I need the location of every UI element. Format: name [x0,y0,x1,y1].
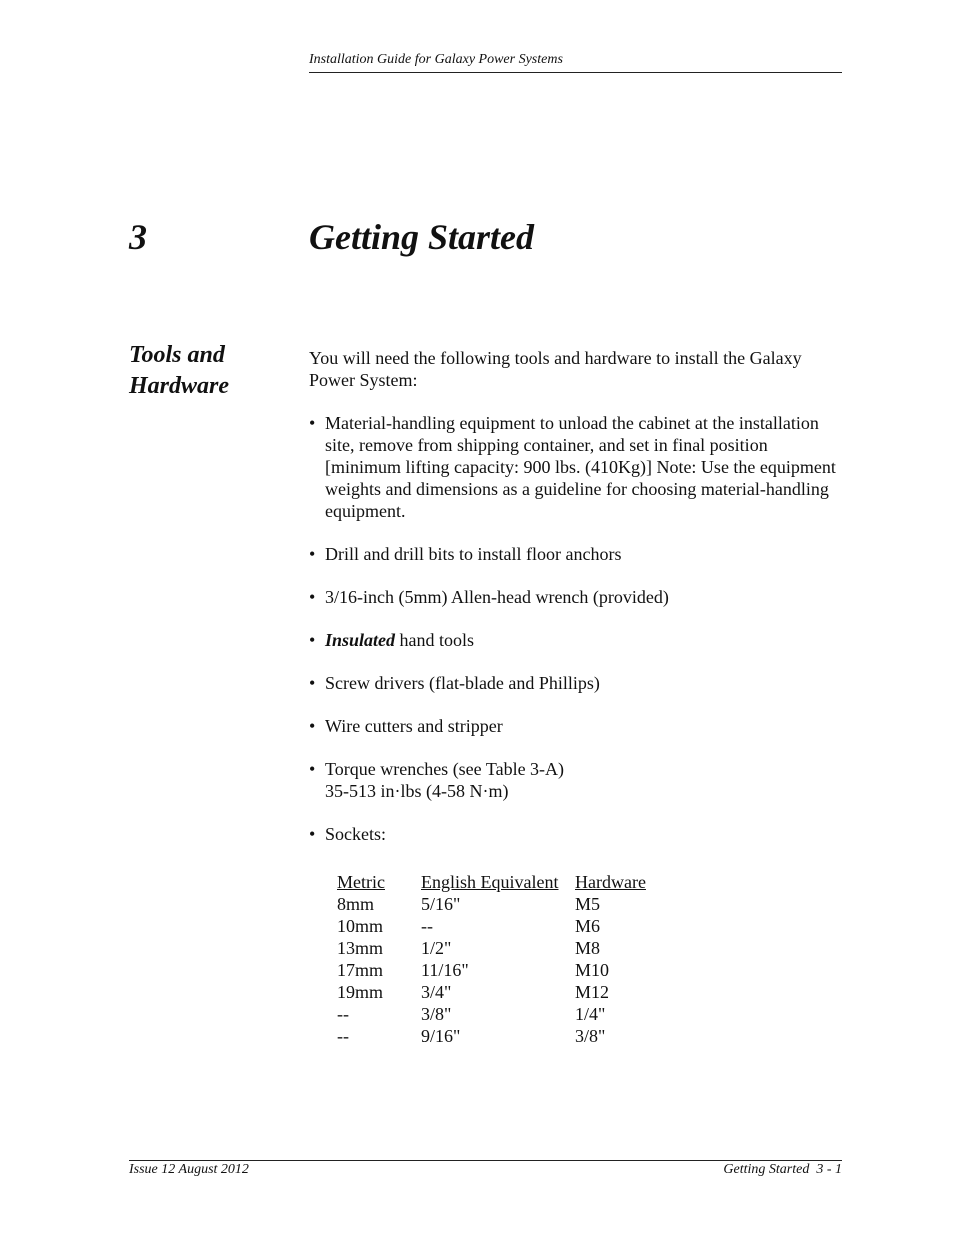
item-text: 3/16-inch (5mm) Allen-head wrench (provided) [325,587,669,607]
header-rule [309,72,842,73]
footer-rule [129,1160,842,1161]
chapter-number: 3 [129,217,147,257]
table-cell: -- [421,916,433,936]
item-text: Wire cutters and stripper [325,716,503,736]
bullet-icon: • [309,824,316,844]
item-text: Material-handling equipment to unload the cabinet at the installation site, remove from shipping container, and set in final position [minimum lifting capacity: 900 lbs. (410Kg)] Note: Use the equipment weights and dimensions as a guideline for choosing material-handling equipment. [325,413,836,521]
table-cell: M6 [575,916,601,936]
bullet-icon: • [309,630,316,650]
table-cell: M10 [575,960,610,980]
footer-issue: Issue 12 August 2012 [129,1162,249,1177]
table-row [337,1003,646,1025]
tools-list [309,412,842,866]
table-cell: 3/8" [421,1004,452,1024]
list-item [309,543,842,565]
column-header: English Equivalent [421,872,559,892]
sockets-table [337,871,646,1047]
footer-page-number: Getting Started 3 - 1 [723,1162,842,1177]
bullet-icon: • [309,716,316,736]
item-text: Torque wrenches (see Table 3-A) [325,759,565,779]
table-cell: -- [337,1004,349,1024]
item-text: hand tools [395,630,475,650]
column-header: Metric [337,872,385,892]
chapter-title: Getting Started [309,217,535,257]
table-cell: 9/16" [421,1026,461,1046]
list-item [309,758,842,802]
table-cell: 3/8" [575,1026,606,1046]
list-item [309,412,842,522]
section-heading: Tools and Hardware [129,342,230,399]
bullet-icon: • [309,759,316,779]
item-emphasis: Insulated [325,630,396,650]
table-cell: 11/16" [421,960,469,980]
intro-paragraph: You will need the following tools and hardware to install the Galaxy Power System: [309,348,802,390]
table-row [337,1025,646,1047]
table-cell: M12 [575,982,610,1002]
table-cell: 8mm [337,894,375,914]
table-cell: 19mm [337,982,384,1002]
table-cell: M5 [575,894,601,914]
list-item [309,672,842,694]
table-row [337,893,646,915]
item-text: Sockets: [325,824,386,844]
list-item [309,823,842,845]
table-cell: 1/2" [421,938,452,958]
bullet-icon: • [309,587,316,607]
table-row [337,959,646,981]
table-cell: 10mm [337,916,384,936]
bullet-icon: • [309,413,316,433]
list-item [309,715,842,737]
list-item [309,629,842,651]
item-text-line2: 35-513 in·lbs (4-58 N·m) [325,781,509,801]
table-cell: -- [337,1026,349,1046]
table-row [337,937,646,959]
table-cell: M8 [575,938,601,958]
bullet-icon: • [309,544,316,564]
table-row [337,915,646,937]
table-cell: 13mm [337,938,384,958]
item-text: Screw drivers (flat-blade and Phillips) [325,673,600,693]
running-header: Installation Guide for Galaxy Power Systems [309,52,563,67]
column-header: Hardware [575,872,646,892]
table-cell: 1/4" [575,1004,606,1024]
item-text: Drill and drill bits to install floor anchors [325,544,622,564]
table-cell: 17mm [337,960,384,980]
table-cell: 3/4" [421,982,452,1002]
table-header-row [337,871,646,893]
list-item [309,586,842,608]
bullet-icon: • [309,673,316,693]
table-row [337,981,646,1003]
table-cell: 5/16" [421,894,461,914]
